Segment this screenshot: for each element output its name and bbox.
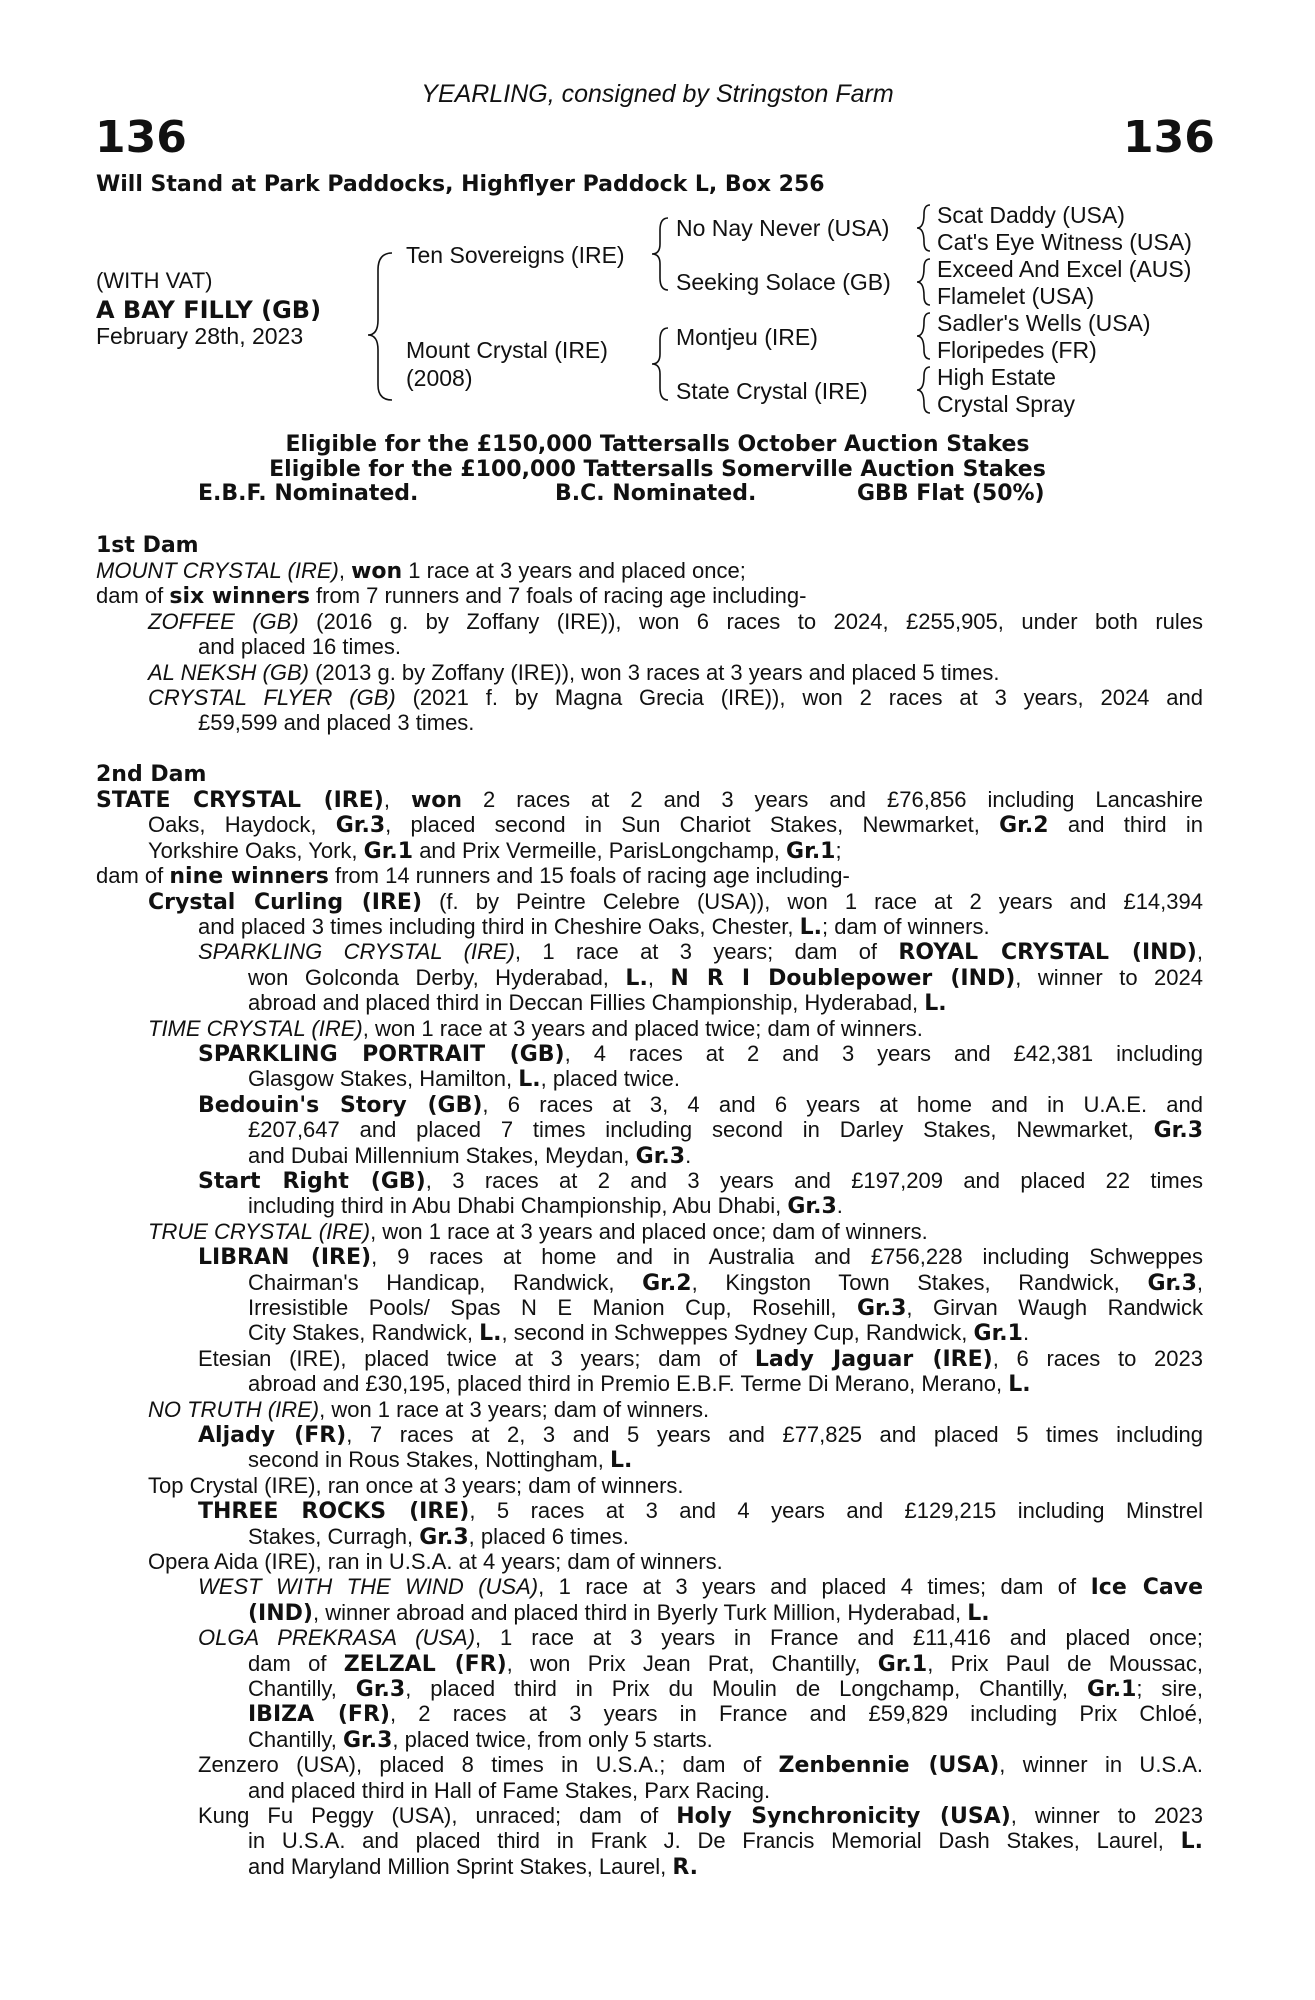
text: Irresistible Pools/ Spas N E Manion Cup, Rosehill, bbox=[248, 1295, 857, 1320]
bold-text: L. bbox=[967, 1600, 990, 1626]
text: abroad and placed third in Deccan Fillies Championship, Hyderabad, bbox=[248, 990, 925, 1016]
italic-text: CRYSTAL FLYER (GB) bbox=[148, 685, 396, 710]
gen4-8: Crystal Spray bbox=[937, 391, 1076, 417]
brace-gen3-2 bbox=[917, 259, 930, 305]
text: Glasgow Stakes, Hamilton, bbox=[248, 1066, 519, 1092]
body-line bbox=[198, 914, 990, 940]
text: , 3 races at 2 and 3 years and £197,209 and placed 22 times bbox=[425, 1168, 1203, 1193]
lot-number-right: 136 bbox=[1123, 112, 1215, 163]
text: Chairman's Handicap, Randwick, bbox=[248, 1269, 643, 1295]
bold-text: N R I Doublepower (IND) bbox=[670, 965, 1016, 991]
text: £59,599 and placed 3 times. bbox=[198, 710, 475, 736]
bold-text: Gr.3 bbox=[342, 1727, 393, 1753]
text: from 14 runners and 15 foals of racing age including- bbox=[328, 863, 850, 889]
body-line bbox=[148, 1219, 928, 1244]
eligibility-line-1: Eligible for the £150,000 Tattersalls October Auction Stakes bbox=[285, 432, 1030, 457]
brace-gen3-1 bbox=[917, 205, 930, 251]
foaling-date: February 28th, 2023 bbox=[96, 323, 304, 349]
text: , won 1 race at 3 years; dam of winners. bbox=[319, 1396, 710, 1422]
bold-text: (IND) bbox=[248, 1600, 313, 1626]
text: , second in Schweppes Sydney Cup, Randwick, bbox=[501, 1320, 974, 1346]
body-line bbox=[148, 838, 842, 864]
bold-text: Aljady (FR) bbox=[198, 1423, 347, 1448]
brace-gen3-4 bbox=[917, 367, 930, 413]
body-line bbox=[198, 634, 401, 659]
body-line bbox=[198, 1574, 1203, 1600]
italic-text: AL NEKSH (GB) bbox=[148, 659, 309, 685]
text: and Dubai Millennium Stakes, Meydan, bbox=[248, 1142, 636, 1168]
bold-text: Gr.3 bbox=[419, 1524, 469, 1550]
bold-text: L. bbox=[518, 1067, 541, 1093]
body-line bbox=[148, 1473, 684, 1498]
second-dam-heading: 2nd Dam bbox=[96, 762, 207, 787]
text: , winner to 2024 bbox=[1015, 964, 1203, 990]
text: and Maryland Million Sprint Stakes, Laurel, bbox=[248, 1853, 673, 1879]
gen4-3: Exceed And Excel (AUS) bbox=[937, 256, 1192, 282]
text: and third in bbox=[1048, 812, 1204, 838]
body-line bbox=[198, 1422, 1203, 1448]
text: , bbox=[1196, 939, 1203, 965]
bold-text: nine winners bbox=[169, 864, 329, 890]
brace-gen2-dam bbox=[652, 328, 668, 400]
text: City Stakes, Randwick, bbox=[248, 1320, 480, 1346]
bold-text: ZELZAL (FR) bbox=[343, 1651, 507, 1677]
bold-text: THREE ROCKS (IRE) bbox=[198, 1499, 470, 1525]
bold-text: Gr.3 bbox=[787, 1194, 837, 1220]
bold-text: L. bbox=[799, 915, 823, 940]
consignor-line: YEARLING, consigned by Stringston Farm bbox=[421, 80, 894, 108]
bold-text: Gr.1 bbox=[363, 838, 414, 864]
bold-text: six winners bbox=[169, 584, 310, 610]
body-line bbox=[96, 863, 850, 889]
bold-text: L. bbox=[479, 1321, 502, 1347]
text: abroad and £30,195, placed third in Premio E.B.F. Terme Di Merano, Merano, bbox=[248, 1371, 1009, 1397]
text: Etesian (IRE), placed twice at 3 years; dam of bbox=[198, 1345, 755, 1371]
text: from 7 runners and 7 foals of racing age including- bbox=[309, 583, 807, 609]
text: Zenzero (USA), placed 8 times in U.S.A.; dam of bbox=[198, 1752, 779, 1778]
text: , 6 races to 2023 bbox=[992, 1345, 1203, 1371]
text: , won 1 race at 3 years and placed once; dam of winners. bbox=[370, 1218, 928, 1244]
first-dam-heading: 1st Dam bbox=[96, 533, 199, 558]
text: . bbox=[1022, 1320, 1030, 1346]
italic-text: TIME CRYSTAL (IRE) bbox=[148, 1015, 363, 1041]
ebf-nomination: E.B.F. Nominated. bbox=[198, 481, 419, 506]
text: and Prix Vermeille, ParisLongchamp, bbox=[413, 837, 787, 863]
text: , winner to 2023 bbox=[1010, 1803, 1204, 1828]
italic-text: SPARKLING CRYSTAL (IRE) bbox=[198, 939, 515, 965]
text: and placed 16 times. bbox=[198, 634, 402, 660]
text: won Golconda Derby, Hyderabad, bbox=[248, 964, 626, 990]
text: Chantilly, bbox=[248, 1676, 356, 1701]
text: , placed second in Sun Chariot Stakes, Newmarket, bbox=[385, 812, 1000, 838]
text: , 9 races at home and in Australia and £756,228 including Schweppes bbox=[371, 1244, 1204, 1270]
body-line bbox=[148, 685, 1203, 710]
bold-text: Holy Synchronicity (USA) bbox=[676, 1804, 1011, 1829]
text: and placed third in Hall of Fame Stakes, Parx Racing. bbox=[248, 1777, 771, 1803]
lot-title: A BAY FILLY (GB) bbox=[96, 296, 322, 324]
gen4-4: Flamelet (USA) bbox=[937, 283, 1095, 309]
body-line bbox=[248, 1371, 1031, 1397]
body-line bbox=[148, 812, 1203, 838]
text: Kung Fu Peggy (USA), unraced; dam of bbox=[198, 1803, 677, 1828]
italic-text: MOUNT CRYSTAL (IRE) bbox=[96, 558, 339, 583]
bold-text: won bbox=[410, 788, 463, 813]
brace-gen1 bbox=[368, 253, 392, 400]
body-line bbox=[198, 939, 1203, 965]
bold-text: Gr.3 bbox=[1147, 1270, 1197, 1296]
body-line bbox=[198, 1803, 1203, 1829]
bold-text: Start Right (GB) bbox=[198, 1169, 426, 1194]
bc-nomination: B.C. Nominated. bbox=[555, 481, 757, 506]
text: (f. by Peintre Celebre (USA)), won 1 race at 2 years and £14,394 bbox=[422, 888, 1203, 914]
bold-text: L. bbox=[625, 965, 648, 991]
body-line bbox=[148, 889, 1203, 915]
text: (2013 g. by Zoffany (IRE)), won 3 races at 3 years and placed 5 times. bbox=[308, 659, 1000, 685]
text: (2016 g. by Zoffany (IRE)), won 6 races to 2024, £255,905, under both rules bbox=[298, 608, 1204, 634]
body-line bbox=[248, 1295, 1203, 1321]
body-line bbox=[248, 1270, 1203, 1296]
text: , winner abroad and placed third in Byerly Turk Million, Hyderabad, bbox=[312, 1599, 968, 1625]
body-line bbox=[248, 1828, 1203, 1854]
text: , won Prix Jean Prat, Chantilly, bbox=[506, 1650, 878, 1676]
body-line bbox=[248, 1676, 1203, 1702]
body-line bbox=[248, 965, 1203, 991]
text: £207,647 and placed 7 times including second in Darley Stakes, Newmarket, bbox=[248, 1117, 1154, 1143]
text: , placed twice, from only 5 starts. bbox=[392, 1726, 713, 1752]
bold-text: won bbox=[351, 559, 403, 584]
text: , 6 races at 3, 4 and 6 years at home and in U.A.E. and bbox=[482, 1091, 1204, 1117]
text: , Prix Paul de Moussac, bbox=[927, 1650, 1204, 1676]
text: , 1 race at 3 years and placed 4 times; dam of bbox=[538, 1574, 1091, 1600]
bold-text: Gr.2 bbox=[999, 813, 1049, 839]
body-line bbox=[248, 1600, 990, 1626]
body-line bbox=[198, 1244, 1203, 1270]
text: in U.S.A. and placed third in Frank J. De Francis Memorial Dash Stakes, Laurel, bbox=[248, 1828, 1181, 1854]
sire-sire: No Nay Never (USA) bbox=[676, 215, 890, 241]
text: Stakes, Curragh, bbox=[248, 1523, 420, 1549]
brace-gen2-sire bbox=[652, 218, 668, 290]
text: dam of bbox=[96, 583, 170, 609]
sire-name: Ten Sovereigns (IRE) bbox=[406, 242, 625, 268]
body-line bbox=[96, 787, 1203, 813]
text: and placed 3 times including third in Cheshire Oaks, Chester, bbox=[198, 914, 800, 939]
text: ; dam of winners. bbox=[822, 914, 990, 939]
bold-text: ROYAL CRYSTAL (IND) bbox=[898, 940, 1197, 966]
gen4-7: High Estate bbox=[937, 364, 1056, 390]
body-line bbox=[248, 1117, 1203, 1143]
gen4-6: Floripedes (FR) bbox=[937, 337, 1097, 363]
body-line bbox=[248, 1701, 1203, 1727]
bold-text: L. bbox=[1008, 1372, 1031, 1398]
lot-number-left: 136 bbox=[95, 112, 187, 163]
text: , Girvan Waugh Randwick bbox=[906, 1295, 1203, 1320]
text: ; bbox=[835, 837, 842, 863]
italic-text: ZOFFEE (GB) bbox=[148, 608, 299, 634]
text: Oaks, Haydock, bbox=[148, 812, 336, 838]
dam-name: Mount Crystal (IRE) bbox=[406, 337, 608, 363]
bold-text: Gr.3 bbox=[335, 813, 386, 839]
text: , 7 races at 2, 3 and 5 years and £77,825 and placed 5 times including bbox=[346, 1422, 1204, 1447]
body-line bbox=[248, 1320, 1029, 1346]
text: , bbox=[647, 964, 671, 990]
dam-sire: Montjeu (IRE) bbox=[676, 324, 818, 350]
body-line bbox=[198, 1092, 1203, 1118]
body-line bbox=[96, 558, 746, 584]
body-line bbox=[248, 1143, 691, 1169]
text: , placed 6 times. bbox=[468, 1523, 629, 1549]
text: , bbox=[1196, 1269, 1203, 1295]
bold-text: L. bbox=[1180, 1829, 1203, 1855]
bold-text: STATE CRYSTAL (IRE) bbox=[96, 788, 384, 813]
eligibility-line-2: Eligible for the £100,000 Tattersalls Somerville Auction Stakes bbox=[269, 457, 1046, 482]
italic-text: OLGA PREKRASA (USA) bbox=[198, 1625, 476, 1651]
bold-text: Gr.3 bbox=[856, 1296, 907, 1321]
body-line bbox=[148, 660, 999, 685]
bold-text: Ice Cave bbox=[1090, 1575, 1203, 1601]
body-line bbox=[198, 1625, 1203, 1650]
bold-text: Gr.3 bbox=[1153, 1118, 1203, 1144]
text: , bbox=[383, 787, 411, 812]
body-line bbox=[148, 609, 1203, 634]
text: , winner in U.S.A. bbox=[999, 1752, 1203, 1778]
text: , placed twice. bbox=[540, 1066, 681, 1092]
body-line bbox=[148, 1549, 723, 1574]
bold-text: Gr.1 bbox=[877, 1651, 928, 1677]
text: 1 race at 3 years and placed once; bbox=[402, 558, 746, 583]
text: , placed third in Prix du Moulin de Longchamp, Chantilly, bbox=[405, 1676, 1087, 1701]
body-line bbox=[198, 1498, 1203, 1524]
bold-text: Gr.1 bbox=[1086, 1677, 1137, 1702]
text: (2021 f. by Magna Grecia (IRE)), won 2 races at 3 years, 2024 and bbox=[395, 685, 1203, 710]
bold-text: LIBRAN (IRE) bbox=[198, 1245, 372, 1271]
body-line bbox=[148, 1397, 709, 1422]
text: including third in Abu Dhabi Championship, Abu Dhabi, bbox=[248, 1193, 788, 1219]
text: , 1 race at 3 years in France and £11,416 and placed once; bbox=[475, 1625, 1203, 1651]
bold-text: Zenbennie (USA) bbox=[778, 1753, 1000, 1779]
text: . bbox=[685, 1142, 692, 1168]
pedigree-braces bbox=[0, 0, 1315, 420]
body-line bbox=[198, 1041, 1203, 1067]
text: second in Rous Stakes, Nottingham, bbox=[248, 1447, 610, 1473]
gen4-2: Cat's Eye Witness (USA) bbox=[937, 229, 1192, 255]
body-line bbox=[198, 710, 474, 735]
bold-text: R. bbox=[672, 1854, 699, 1880]
italic-text: WEST WITH THE WIND (USA) bbox=[198, 1574, 539, 1600]
body-line bbox=[248, 1447, 632, 1473]
gen4-1: Scat Daddy (USA) bbox=[937, 202, 1125, 228]
body-line bbox=[248, 1854, 698, 1880]
bold-text: IBIZA (FR) bbox=[248, 1702, 390, 1728]
body-line bbox=[96, 583, 806, 609]
body-line bbox=[248, 990, 947, 1016]
gen4-5: Sadler's Wells (USA) bbox=[937, 310, 1151, 336]
text: Chantilly, bbox=[248, 1726, 343, 1752]
text: Top Crystal (IRE), ran once at 3 years; dam of winners. bbox=[148, 1472, 684, 1498]
body-line bbox=[198, 1168, 1203, 1194]
text: , won 1 race at 3 years and placed twice; dam of winners. bbox=[362, 1015, 923, 1041]
text: . bbox=[836, 1193, 843, 1219]
sire-dam: Seeking Solace (GB) bbox=[676, 269, 891, 295]
italic-text: TRUE CRYSTAL (IRE) bbox=[148, 1218, 371, 1244]
text: , bbox=[338, 558, 352, 583]
stabling-location: Will Stand at Park Paddocks, Highflyer Paddock L, Box 256 bbox=[96, 172, 825, 197]
text: , 2 races at 3 years in France and £59,829 including Prix Chloé, bbox=[389, 1701, 1203, 1727]
text: Opera Aida (IRE), ran in U.S.A. at 4 years; dam of winners. bbox=[148, 1549, 723, 1574]
bold-text: Gr.2 bbox=[642, 1270, 692, 1296]
body-line bbox=[148, 1016, 923, 1041]
bold-text: SPARKLING PORTRAIT (GB) bbox=[198, 1042, 565, 1067]
bold-text: Gr.3 bbox=[635, 1143, 686, 1169]
bold-text: L. bbox=[609, 1448, 633, 1474]
body-line bbox=[248, 1066, 680, 1092]
text: dam of bbox=[96, 863, 170, 889]
body-line bbox=[248, 1778, 770, 1803]
text: , 5 races at 3 and 4 years and £129,215 including Minstrel bbox=[469, 1498, 1203, 1524]
text: 2 races at 2 and 3 years and £76,856 including Lancashire bbox=[462, 787, 1203, 812]
text: ; sire, bbox=[1136, 1676, 1203, 1701]
brace-gen3-3 bbox=[917, 313, 930, 359]
text: , 1 race at 3 years; dam of bbox=[514, 939, 899, 965]
body-line bbox=[198, 1346, 1203, 1372]
bold-text: Gr.3 bbox=[355, 1677, 406, 1702]
text: Yorkshire Oaks, York, bbox=[148, 837, 364, 863]
text: , 4 races at 2 and 3 years and £42,381 including bbox=[564, 1041, 1203, 1066]
bold-text: Gr.1 bbox=[786, 838, 836, 864]
gbb-status: GBB Flat (50%) bbox=[857, 481, 1045, 506]
bold-text: Lady Jaguar (IRE) bbox=[754, 1346, 993, 1372]
vat-note: (WITH VAT) bbox=[96, 268, 213, 293]
italic-text: NO TRUTH (IRE) bbox=[148, 1396, 320, 1422]
bold-text: Crystal Curling (IRE) bbox=[148, 889, 423, 915]
dam-foaling-year: (2008) bbox=[406, 365, 473, 391]
bold-text: Bedouin's Story (GB) bbox=[198, 1092, 483, 1118]
body-line bbox=[198, 1752, 1203, 1778]
text: , Kingston Town Stakes, Randwick, bbox=[691, 1269, 1148, 1295]
bold-text: L. bbox=[924, 991, 947, 1017]
text: dam of bbox=[248, 1650, 344, 1676]
body-line bbox=[248, 1524, 629, 1550]
bold-text: Gr.1 bbox=[973, 1321, 1023, 1347]
body-line bbox=[248, 1727, 713, 1753]
body-line bbox=[248, 1193, 843, 1219]
body-line bbox=[248, 1651, 1203, 1677]
dam-dam: State Crystal (IRE) bbox=[676, 378, 868, 404]
